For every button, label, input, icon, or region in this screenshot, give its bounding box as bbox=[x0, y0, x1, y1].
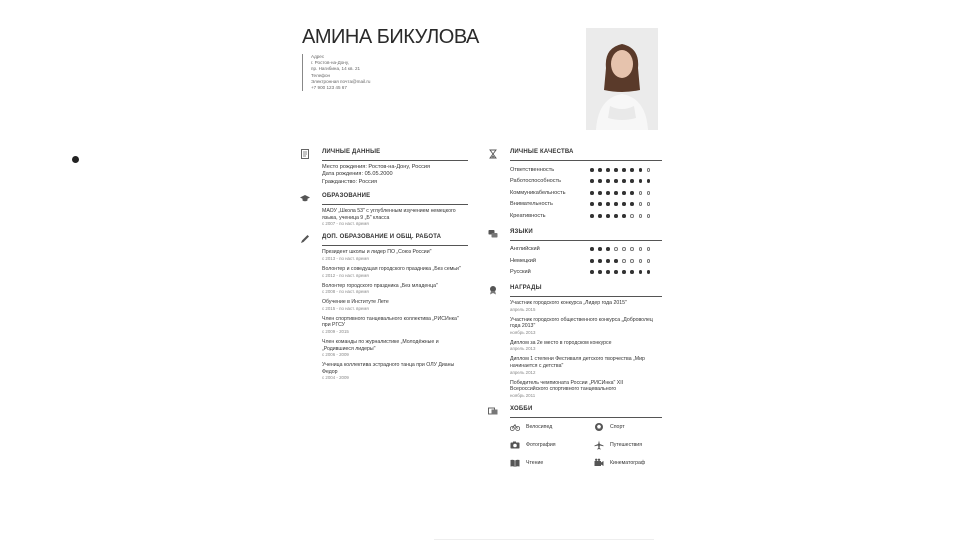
section-title: ДОП. ОБРАЗОВАНИЕ И ОБЩ. РАБОТА bbox=[322, 234, 442, 241]
rating-dot bbox=[647, 259, 651, 263]
document-icon bbox=[300, 149, 310, 159]
slide-bullet bbox=[72, 156, 79, 163]
rating-dot bbox=[639, 247, 643, 251]
rating-dot bbox=[622, 259, 626, 263]
rating-dot bbox=[622, 179, 626, 183]
rating-dot bbox=[614, 191, 618, 195]
rating-row bbox=[510, 187, 662, 199]
rating-dot bbox=[590, 168, 594, 172]
contact-line: Телефон bbox=[311, 72, 331, 78]
rating-dots bbox=[590, 191, 650, 195]
personal-line: Место рождения: Ростов-на-Дону, Россия bbox=[322, 164, 431, 170]
rating-dot bbox=[622, 214, 626, 218]
rating-dots bbox=[590, 202, 650, 206]
rating-label: Коммуникабельность bbox=[510, 189, 566, 196]
rating-dot bbox=[606, 214, 610, 218]
rating-dot bbox=[647, 179, 651, 183]
rating-dot bbox=[590, 247, 594, 251]
rating-label: Русский bbox=[510, 269, 531, 276]
qualities-section bbox=[486, 148, 662, 222]
rating-dot bbox=[630, 168, 634, 172]
hobby-item: Чтение bbox=[510, 457, 594, 469]
rating-dot bbox=[622, 168, 626, 172]
rating-dot bbox=[630, 247, 634, 251]
rating-dot bbox=[614, 168, 618, 172]
list-item: Волонтер городского праздника „Без младенца" с 2008 - по наст. время bbox=[322, 282, 438, 295]
rating-dot bbox=[606, 191, 610, 195]
rating-dot bbox=[639, 191, 643, 195]
list-item: Диплом за 2е место в городском конкурсе апрель 2013 bbox=[510, 339, 612, 352]
contact-line: +7 900 123 45 67 bbox=[311, 85, 347, 91]
rating-row bbox=[510, 267, 662, 279]
film-icon bbox=[594, 458, 604, 468]
list-item: Член спортивного танцевального коллектива „РИСИнка" при РГСУ с 2009 - 2015 bbox=[322, 315, 459, 334]
rating-dot bbox=[639, 179, 643, 183]
resume-name: АМИНА БИКУЛОВА bbox=[302, 26, 479, 48]
list-item: МАОУ „Школа 53" с углубленным изучением немецкого языка, ученица 9 „Б" класса с 2007 - по наст. время bbox=[322, 208, 456, 227]
rating-dot bbox=[639, 259, 643, 263]
rating-dot bbox=[598, 270, 602, 274]
rating-dot bbox=[639, 270, 643, 274]
rating-dot bbox=[639, 168, 643, 172]
rating-dots bbox=[590, 214, 650, 218]
rating-dot bbox=[622, 247, 626, 251]
rating-dot bbox=[622, 270, 626, 274]
section-title: ЛИЧНЫЕ ДАННЫЕ bbox=[322, 149, 381, 155]
section-title: ХОББИ bbox=[510, 405, 533, 412]
rating-dot bbox=[639, 214, 643, 218]
resume-page bbox=[290, 18, 670, 538]
rating-dot bbox=[598, 191, 602, 195]
section-title: НАГРАДЫ bbox=[510, 285, 542, 291]
rating-label: Ответственность bbox=[510, 166, 555, 173]
rating-dot bbox=[630, 179, 634, 183]
rating-dot bbox=[606, 179, 610, 183]
rating-dot bbox=[647, 247, 651, 251]
rating-dot bbox=[630, 270, 634, 274]
medal-icon bbox=[488, 285, 498, 295]
section-title: ОБРАЗОВАНИЕ bbox=[322, 193, 371, 200]
rating-dots bbox=[590, 270, 650, 274]
rating-dots bbox=[590, 179, 650, 183]
rating-dot bbox=[606, 168, 610, 172]
rating-dot bbox=[590, 259, 594, 263]
list-item: Президент школы и лидер ПО „Союз России" с 2013 - по наст. время bbox=[322, 249, 432, 261]
rating-dot bbox=[622, 191, 626, 195]
pencil-icon bbox=[300, 234, 310, 244]
rating-dot bbox=[614, 202, 618, 206]
contact-line: Электронная почта@mail.ru bbox=[311, 78, 371, 84]
airplane-icon bbox=[594, 440, 604, 450]
rating-dot bbox=[630, 191, 634, 195]
rating-label: Английский bbox=[510, 246, 540, 253]
hourglass-icon bbox=[488, 149, 498, 159]
rating-dot bbox=[606, 247, 610, 251]
rating-dot bbox=[614, 270, 618, 274]
rating-dot bbox=[639, 202, 643, 206]
rating-dot bbox=[647, 270, 651, 274]
section-title: ЛИЧНЫЕ КАЧЕСТВА bbox=[510, 149, 574, 155]
list-item: Волонтер и соведущая городского праздника „Без семьи" с 2012 - по наст. время bbox=[322, 266, 461, 278]
personal-section bbox=[298, 148, 468, 186]
section-title: ЯЗЫКИ bbox=[510, 228, 533, 235]
rating-dot bbox=[590, 214, 594, 218]
rating-dot bbox=[598, 214, 602, 218]
hobby-item: Велосипед bbox=[510, 421, 594, 433]
right-column bbox=[486, 148, 662, 475]
rating-row bbox=[510, 199, 662, 211]
list-item: Обучение в Институте Лете с 2015 - по наст. время bbox=[322, 299, 389, 311]
rating-label: Работоспособность bbox=[510, 178, 562, 185]
rating-dot bbox=[590, 179, 594, 183]
rating-label: Немецкий bbox=[510, 257, 537, 264]
rating-dot bbox=[614, 179, 618, 183]
rating-dot bbox=[590, 270, 594, 274]
rating-row bbox=[510, 164, 662, 176]
rating-dots bbox=[590, 168, 650, 172]
rating-dot bbox=[647, 214, 651, 218]
awards-section bbox=[486, 284, 662, 399]
speech-bubbles-icon bbox=[488, 229, 498, 239]
rating-dots bbox=[590, 247, 650, 251]
rating-row bbox=[510, 176, 662, 188]
rating-dot bbox=[598, 179, 602, 183]
left-column bbox=[298, 148, 468, 387]
book-icon bbox=[510, 458, 520, 468]
rating-dot bbox=[647, 202, 651, 206]
personal-line: Гражданство: Россия bbox=[322, 178, 377, 185]
rating-dot bbox=[647, 191, 651, 195]
rating-dots bbox=[590, 259, 650, 263]
list-item: Победитель чемпионата России „РИСИнка" XII Всероссийского спортивного танцевального ноябрь 2011 bbox=[510, 379, 624, 398]
rating-dot bbox=[598, 202, 602, 206]
rating-dot bbox=[614, 259, 618, 263]
rating-dot bbox=[614, 247, 618, 251]
rating-dot bbox=[630, 202, 634, 206]
languages-section bbox=[486, 228, 662, 279]
rating-dot bbox=[590, 202, 594, 206]
hobbies-section bbox=[486, 405, 662, 469]
education-section bbox=[298, 192, 468, 227]
list-item: Участник городского конкурса „Лидер года 2015" апрель 2015 bbox=[510, 300, 627, 312]
rating-dot bbox=[606, 270, 610, 274]
list-item: Участник городского общественного конкурса „Доброволец года 2013" ноябрь 2013 bbox=[510, 316, 653, 335]
cards-icon bbox=[488, 406, 498, 416]
contact-line: пр. Нагибина, 14 кв. 21 bbox=[311, 66, 361, 72]
profile-photo bbox=[586, 28, 658, 130]
contact-line: Адрес bbox=[311, 54, 325, 59]
rating-dot bbox=[598, 259, 602, 263]
rating-label: Внимательность bbox=[510, 201, 553, 208]
list-item: Диплом 1 степени Фестиваля детского творчества „Мир начинается с детства" апрель 2012 bbox=[510, 356, 645, 375]
rating-dot bbox=[647, 168, 651, 172]
rating-dot bbox=[630, 259, 634, 263]
list-item: Ученица коллектива эстрадного танца при ОЛУ Дианы Федор с 2004 - 2009 bbox=[322, 362, 455, 381]
rating-row bbox=[510, 244, 662, 256]
bicycle-icon bbox=[510, 422, 520, 432]
rating-dot bbox=[606, 202, 610, 206]
contact-line: г. Ростов-на-Дону, bbox=[311, 60, 349, 66]
rating-dot bbox=[622, 202, 626, 206]
sport-icon bbox=[594, 422, 604, 432]
rating-dot bbox=[630, 214, 634, 218]
contact-block bbox=[302, 54, 370, 91]
list-item: Член команды по журналистике „Молодёжные и „Родившиеся лидеры" с 2006 - 2009 bbox=[322, 338, 439, 358]
hobby-item: Кинематограф bbox=[594, 457, 678, 469]
rating-label: Креативность bbox=[510, 212, 546, 219]
rating-row bbox=[510, 255, 662, 267]
rating-row bbox=[510, 210, 662, 222]
graduation-cap-icon bbox=[300, 193, 310, 203]
rating-dot bbox=[598, 168, 602, 172]
extra-education-section bbox=[298, 233, 468, 381]
personal-line: Дата рождения: 05.05.2000 bbox=[322, 171, 393, 178]
rating-dot bbox=[598, 247, 602, 251]
camera-icon bbox=[510, 440, 520, 450]
hobby-item: Фотография bbox=[510, 439, 594, 451]
hobby-item: Спорт bbox=[594, 421, 678, 433]
rating-dot bbox=[614, 214, 618, 218]
hobby-item: Путешествия bbox=[594, 439, 678, 451]
rating-dot bbox=[590, 191, 594, 195]
rating-dot bbox=[606, 259, 610, 263]
